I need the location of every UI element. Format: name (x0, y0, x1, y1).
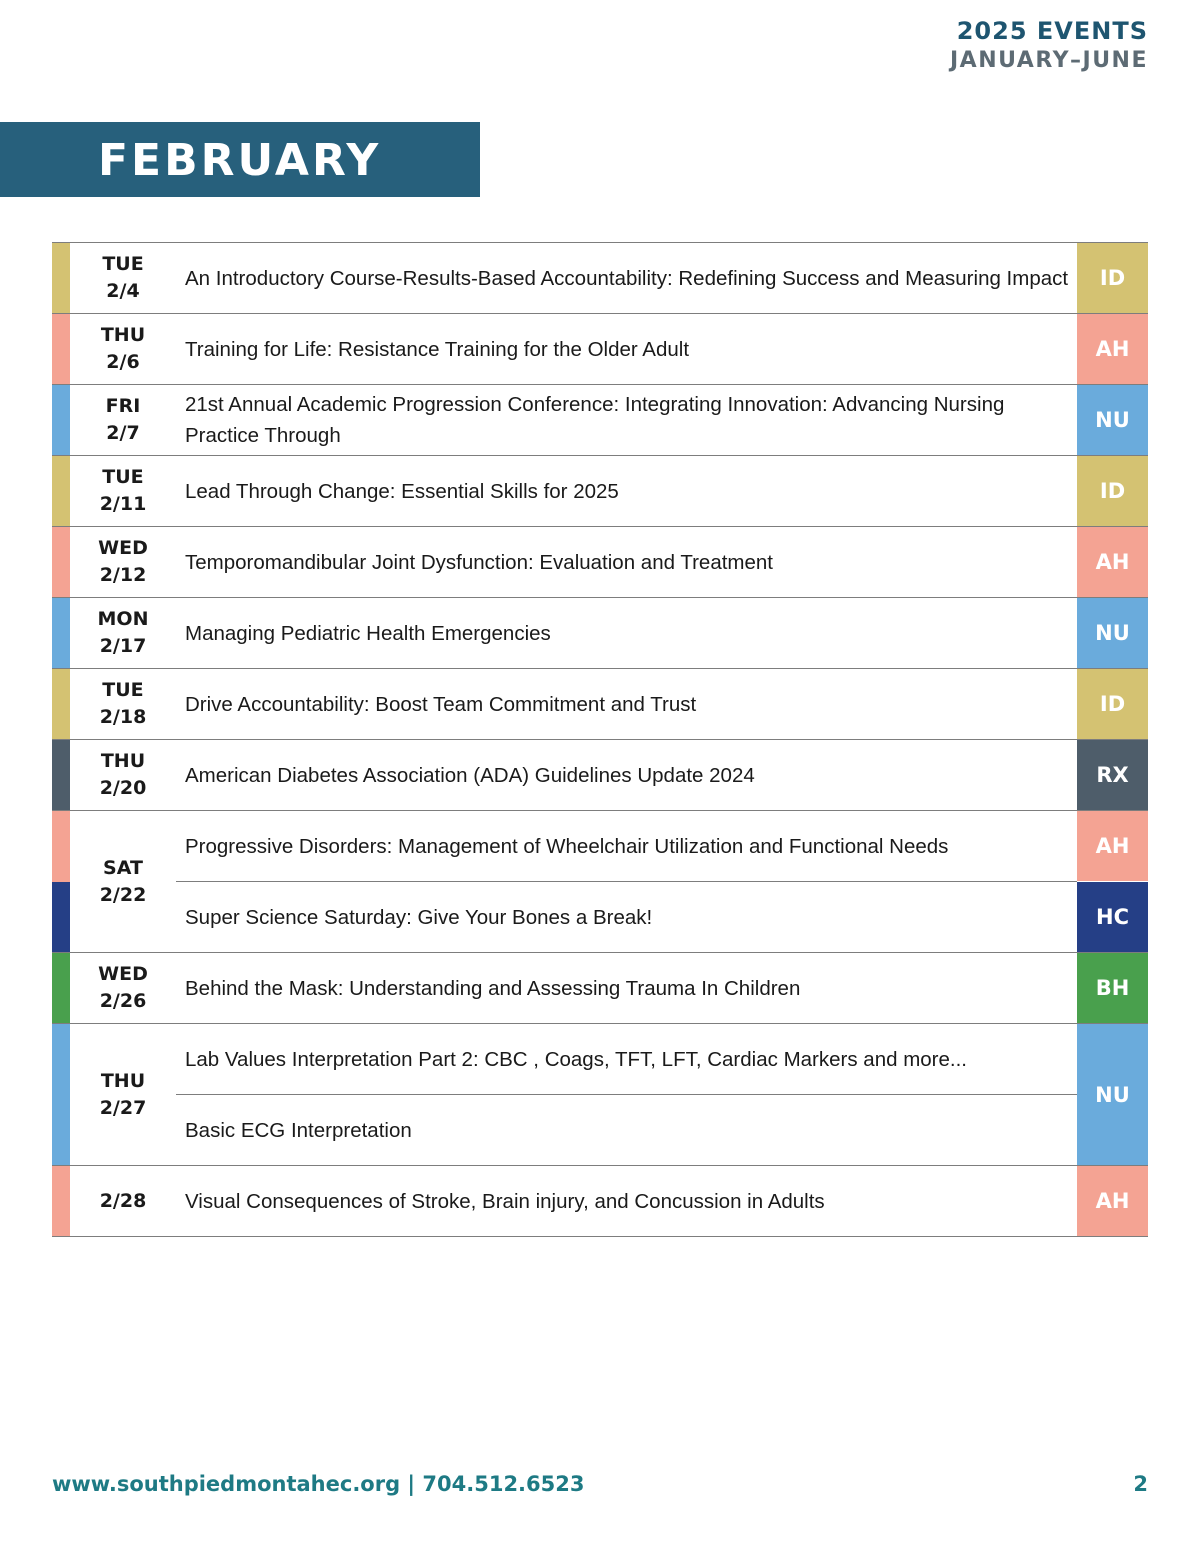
event-date-number: 2/26 (99, 990, 147, 1012)
category-tag: AH (1077, 314, 1148, 384)
event-date-number: 2/11 (99, 493, 147, 515)
category-tag: AH (1077, 1166, 1148, 1236)
event-title[interactable]: American Diabetes Association (ADA) Guidelines Update 2024 (185, 763, 755, 787)
category-color-bar (52, 314, 70, 384)
event-list (176, 1166, 1077, 1236)
event-date-number: 2/18 (99, 706, 147, 728)
category-tags (1077, 243, 1148, 313)
event-date-number: 2/28 (99, 1189, 147, 1212)
event-weekday: WED (98, 963, 148, 985)
category-tag: HC (1077, 881, 1148, 952)
category-color-bars (52, 456, 70, 526)
event-day-group (52, 456, 1148, 527)
event-title[interactable]: 21st Annual Academic Progression Conference: Integrating Innovation: Advancing Nursing Practice Through (185, 393, 1005, 447)
category-tags (1077, 385, 1148, 455)
category-tags (1077, 527, 1148, 597)
event-list (176, 243, 1077, 313)
category-tags (1077, 953, 1148, 1023)
category-tag: RX (1077, 740, 1148, 810)
event-date (70, 385, 176, 455)
event-weekday: MON (97, 608, 149, 630)
category-tag: NU (1077, 598, 1148, 668)
category-color-bar (52, 527, 70, 597)
category-color-bar (52, 740, 70, 810)
category-tag: AH (1077, 527, 1148, 597)
event-day-group (52, 243, 1148, 314)
event-date (70, 314, 176, 384)
event-title[interactable]: Temporomandibular Joint Dysfunction: Evaluation and Treatment (185, 550, 773, 574)
category-color-bars (52, 314, 70, 384)
event-list (176, 740, 1077, 810)
event-weekday: THU (100, 1069, 146, 1092)
event-list (176, 669, 1077, 739)
event-date (70, 598, 176, 668)
event-date-number: 2/22 (99, 883, 147, 906)
event-title[interactable]: Super Science Saturday: Give Your Bones a Break! (176, 881, 1077, 952)
category-color-bars (52, 1024, 70, 1165)
event-day-group (52, 385, 1148, 456)
event-date (70, 669, 176, 739)
category-color-bar (52, 1024, 70, 1095)
category-tags (1077, 669, 1148, 739)
category-tag: NU (1077, 1024, 1148, 1165)
event-date (70, 1166, 176, 1236)
event-weekday: TUE (102, 253, 144, 275)
event-weekday: FRI (105, 395, 141, 417)
category-color-bars (52, 1166, 70, 1236)
event-date-number: 2/7 (106, 422, 140, 444)
event-title[interactable]: Managing Pediatric Health Emergencies (185, 621, 551, 645)
category-color-bar (52, 669, 70, 739)
event-date-number: 2/17 (99, 635, 147, 657)
event-date (70, 456, 176, 526)
category-color-bar (52, 1095, 70, 1166)
event-date (70, 1024, 176, 1165)
event-date (70, 953, 176, 1023)
event-day-group (52, 740, 1148, 811)
category-tags (1077, 598, 1148, 668)
event-date (70, 811, 176, 952)
event-date (70, 740, 176, 810)
event-date (70, 527, 176, 597)
event-day-group (52, 669, 1148, 740)
category-tag: NU (1077, 385, 1148, 455)
category-tag: ID (1077, 456, 1148, 526)
event-list (176, 385, 1077, 455)
category-tags (1077, 314, 1148, 384)
event-title[interactable]: Visual Consequences of Stroke, Brain injury, and Concussion in Adults (185, 1189, 825, 1213)
category-color-bar (52, 1166, 70, 1236)
category-color-bar (52, 598, 70, 668)
event-weekday: THU (100, 324, 146, 346)
page-number: 2 (1133, 1472, 1148, 1496)
event-day-group (52, 1024, 1148, 1166)
category-tag: BH (1077, 953, 1148, 1023)
category-tag: ID (1077, 243, 1148, 313)
category-tags (1077, 740, 1148, 810)
event-list (176, 811, 1077, 952)
event-weekday: THU (100, 750, 146, 772)
category-tags (1077, 1166, 1148, 1236)
event-date (70, 243, 176, 313)
event-date-number: 2/27 (99, 1096, 147, 1119)
events-year-title: 2025 EVENTS (956, 17, 1148, 45)
event-title[interactable]: Progressive Disorders: Management of Wheelchair Utilization and Functional Needs (185, 834, 949, 858)
event-day-group (52, 811, 1148, 953)
category-color-bars (52, 385, 70, 455)
footer (52, 1472, 1148, 1496)
event-weekday: WED (98, 537, 148, 559)
event-title[interactable]: An Introductory Course-Results-Based Accountability: Redefining Success and Measuring Impact (185, 266, 1069, 290)
event-list (176, 527, 1077, 597)
events-range-subtitle: JANUARY–JUNE (950, 48, 1148, 73)
event-weekday: SAT (103, 856, 143, 879)
event-weekday: TUE (102, 466, 144, 488)
event-list (176, 953, 1077, 1023)
category-color-bars (52, 953, 70, 1023)
event-title[interactable]: Behind the Mask: Understanding and Assessing Trauma In Children (185, 976, 801, 1000)
category-tags (1077, 1024, 1148, 1165)
event-title[interactable]: Lead Through Change: Essential Skills for 2025 (185, 479, 619, 503)
event-list (176, 314, 1077, 384)
month-banner (0, 122, 480, 197)
event-list (176, 598, 1077, 668)
event-date-number: 2/20 (99, 777, 147, 799)
category-tag: ID (1077, 669, 1148, 739)
event-weekday: TUE (102, 679, 144, 701)
category-color-bars (52, 811, 70, 952)
event-date-number: 2/12 (99, 564, 147, 586)
event-date-number: 2/6 (106, 351, 140, 373)
event-date-number: 2/4 (106, 280, 140, 302)
event-title[interactable]: Lab Values Interpretation Part 2: CBC , Coags, TFT, LFT, Cardiac Markers and more... (185, 1047, 967, 1071)
category-tags (1077, 456, 1148, 526)
category-color-bar (52, 456, 70, 526)
event-title[interactable]: Basic ECG Interpretation (176, 1094, 1077, 1165)
event-list (176, 456, 1077, 526)
category-color-bars (52, 243, 70, 313)
event-day-group (52, 527, 1148, 598)
category-color-bar (52, 385, 70, 455)
category-color-bar (52, 882, 70, 953)
events-table (52, 242, 1148, 1237)
category-color-bars (52, 740, 70, 810)
event-day-group (52, 953, 1148, 1024)
event-day-group (52, 598, 1148, 669)
category-color-bars (52, 527, 70, 597)
category-tags (1077, 811, 1148, 952)
category-tag: AH (1077, 811, 1148, 881)
event-title[interactable]: Drive Accountability: Boost Team Commitment and Trust (185, 692, 697, 716)
event-day-group (52, 1166, 1148, 1237)
event-list (176, 1024, 1077, 1165)
month-title: FEBRUARY (98, 135, 382, 186)
category-color-bar (52, 953, 70, 1023)
category-color-bar (52, 811, 70, 882)
event-day-group (52, 314, 1148, 385)
document-header (950, 16, 1148, 76)
footer-contact: www.southpiedmontahec.org | 704.512.6523 (52, 1472, 585, 1496)
category-color-bars (52, 598, 70, 668)
category-color-bars (52, 669, 70, 739)
event-title[interactable]: Training for Life: Resistance Training for the Older Adult (185, 337, 690, 361)
category-color-bar (52, 243, 70, 313)
